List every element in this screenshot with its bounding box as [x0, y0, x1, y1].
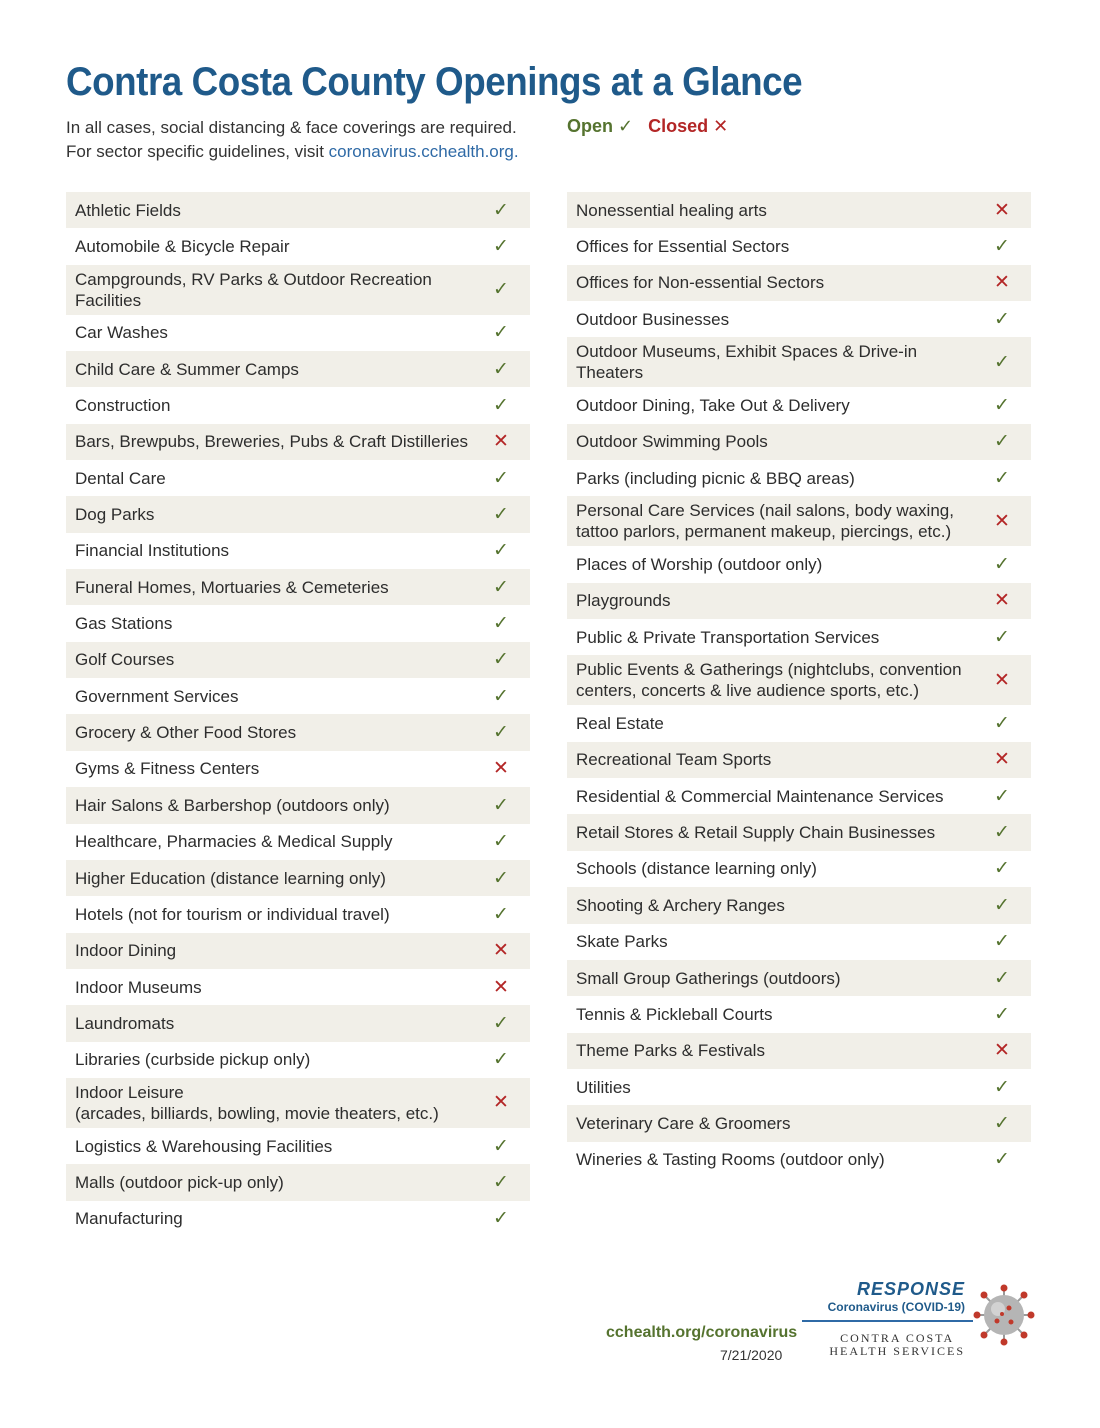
legend-closed: Closed ✕	[648, 116, 729, 136]
open-check-icon: ✓	[994, 1076, 1010, 1098]
sector-label: Retail Stores & Retail Supply Chain Businesses	[576, 823, 936, 843]
sector-row-malls-outdoor-pick-up-only	[66, 1164, 530, 1200]
sector-row-indoor-museums	[66, 969, 530, 1005]
sector-row-financial-institutions	[66, 533, 530, 569]
open-check-icon: ✓	[994, 822, 1010, 844]
guidelines-link[interactable]: coronavirus.cchealth.org.	[328, 142, 519, 161]
sector-label: Golf Courses	[75, 650, 175, 670]
sector-label: Logistics & Warehousing Facilities	[75, 1136, 333, 1156]
open-check-icon: ✓	[493, 1049, 509, 1071]
open-check-icon: ✓	[994, 967, 1010, 989]
footer-date: 7/21/2020	[720, 1347, 783, 1363]
sector-label: Tennis & Pickleball Courts	[576, 1004, 773, 1024]
sector-label: Hotels (not for tourism or individual travel)	[75, 904, 390, 924]
open-check-icon: ✓	[493, 831, 509, 853]
open-check-icon: ✓	[493, 540, 509, 562]
open-check-icon: ✓	[994, 554, 1010, 576]
open-check-icon: ✓	[493, 903, 509, 925]
closed-x-icon: ✕	[994, 199, 1010, 221]
open-check-icon: ✓	[493, 1135, 509, 1157]
open-check-icon: ✓	[493, 722, 509, 744]
sector-row-automobile-and-bicycle-repair	[66, 228, 530, 264]
sector-label: Athletic Fields	[75, 200, 181, 220]
sector-row-grocery-and-other-food-stores	[66, 714, 530, 750]
sector-label: Laundromats	[75, 1013, 175, 1033]
page-title: Contra Costa County Openings at a Glance	[66, 60, 803, 104]
sector-label: Gas Stations	[75, 614, 173, 634]
open-check-icon: ✓	[493, 867, 509, 889]
sector-label: Real Estate	[576, 714, 664, 734]
closed-x-icon: ✕	[493, 940, 509, 962]
open-check-icon: ✓	[994, 1003, 1010, 1025]
sector-row-nonessential-healing-arts	[567, 192, 1031, 228]
sector-label: Government Services	[75, 686, 239, 706]
sector-row-outdoor-businesses	[567, 301, 1031, 337]
sector-label: Automobile & Bicycle Repair	[75, 237, 290, 257]
open-check-icon: ✓	[994, 431, 1010, 453]
sector-label: Dental Care	[75, 468, 166, 488]
sector-label: Financial Institutions	[75, 541, 230, 561]
sector-row-libraries-curbside-pickup-only	[66, 1042, 530, 1078]
sector-label: Car Washes	[75, 323, 168, 343]
closed-x-icon: ✕	[994, 510, 1010, 532]
sector-label: Parks (including picnic & BBQ areas)	[576, 468, 855, 488]
open-check-icon: ✓	[994, 308, 1010, 330]
logo-org-line-2: HEALTH SERVICES	[829, 1344, 965, 1358]
open-check-icon: ✓	[994, 626, 1010, 648]
sector-label: Funeral Homes, Mortuaries & Cemeteries	[75, 577, 389, 597]
closed-x-icon: ✕	[994, 669, 1010, 691]
logo-response-text: RESPONSE	[856, 1279, 965, 1299]
sector-row-utilities	[567, 1069, 1031, 1105]
sector-label: Hair Salons & Barbershop (outdoors only)	[75, 795, 390, 815]
open-check-icon: ✓	[994, 395, 1010, 417]
sector-row-indoor-dining	[66, 933, 530, 969]
closed-x-icon: ✕	[994, 590, 1010, 612]
sector-row-bars-brewpubs-breweries-pubs-and-craft-distilleries	[66, 424, 530, 460]
sector-label: Campgrounds, RV Parks & Outdoor Recreation Facilities	[75, 269, 432, 310]
footer-url-link[interactable]: cchealth.org/coronavirus	[606, 1324, 798, 1341]
sector-row-outdoor-museums-exhibit-spaces-and-drive-in-theaters	[567, 337, 1031, 387]
open-check-icon: ✓	[493, 794, 509, 816]
sector-label: Public & Private Transportation Services	[576, 627, 880, 647]
sector-label: Healthcare, Pharmacies & Medical Supply	[75, 832, 393, 852]
sector-row-athletic-fields	[66, 192, 530, 228]
sector-row-small-group-gatherings-outdoors	[567, 960, 1031, 996]
sector-row-tennis-and-pickleball-courts	[567, 996, 1031, 1032]
sector-row-offices-for-non-essential-sectors	[567, 265, 1031, 301]
sector-label: Malls (outdoor pick-up only)	[75, 1172, 284, 1192]
sector-label: Indoor Leisure (arcades, billiards, bowling, movie theaters, etc.)	[75, 1082, 439, 1123]
open-check-icon: ✓	[493, 504, 509, 526]
open-check-icon: ✓	[994, 236, 1010, 258]
open-check-icon: ✓	[493, 576, 509, 598]
sector-label: Higher Education (distance learning only)	[75, 868, 386, 888]
sector-row-schools-distance-learning-only	[567, 851, 1031, 887]
status-legend	[567, 116, 728, 137]
sector-row-personal-care-services-nail-salons-body-waxing	[567, 496, 1031, 546]
logo-org-line-1: CONTRA COSTA	[840, 1331, 955, 1345]
sector-label: Gyms & Fitness Centers	[75, 759, 260, 779]
sector-row-playgrounds	[567, 583, 1031, 619]
open-check-icon: ✓	[493, 1208, 509, 1230]
sector-row-parks-including-picnic-and-bbq-areas	[567, 460, 1031, 496]
right-sector-list	[567, 192, 1031, 1178]
open-check-icon: ✓	[994, 894, 1010, 916]
sector-row-child-care-and-summer-camps	[66, 351, 530, 387]
sector-label: Veterinary Care & Groomers	[576, 1113, 791, 1133]
sector-row-public-events-and-gatherings-nightclubs-convention	[567, 655, 1031, 705]
coronavirus-icon	[973, 1284, 1035, 1346]
sector-label: Theme Parks & Festivals	[576, 1041, 765, 1061]
open-check-icon: ✓	[493, 649, 509, 671]
sector-label: Libraries (curbside pickup only)	[75, 1050, 311, 1070]
sector-label: Schools (distance learning only)	[576, 859, 817, 879]
sector-row-real-estate	[567, 705, 1031, 741]
closed-x-icon: ✕	[493, 976, 509, 998]
sector-label: Skate Parks	[576, 932, 668, 952]
sector-row-dental-care	[66, 460, 530, 496]
sector-label: Wineries & Tasting Rooms (outdoor only)	[576, 1150, 885, 1170]
intro-line-2-prefix: For sector specific guidelines, visit	[66, 142, 324, 161]
sector-label: Outdoor Businesses	[576, 309, 730, 329]
sector-label: Outdoor Dining, Take Out & Delivery	[576, 396, 850, 416]
left-sector-list	[66, 192, 530, 1237]
sector-row-shooting-and-archery-ranges	[567, 887, 1031, 923]
sector-label: Grocery & Other Food Stores	[75, 723, 297, 743]
sector-label: Shooting & Archery Ranges	[576, 895, 785, 915]
sector-row-car-washes	[66, 315, 530, 351]
sector-row-indoor-leisure	[66, 1078, 530, 1128]
sector-row-gyms-and-fitness-centers	[66, 751, 530, 787]
sector-row-veterinary-care-and-groomers	[567, 1105, 1031, 1141]
open-check-icon: ✓	[493, 467, 509, 489]
sector-row-retail-stores-and-retail-supply-chain-businesses	[567, 814, 1031, 850]
open-check-icon: ✓	[493, 395, 509, 417]
closed-x-icon: ✕	[493, 1092, 509, 1114]
sector-row-theme-parks-and-festivals	[567, 1033, 1031, 1069]
open-check-icon: ✓	[493, 613, 509, 635]
sector-label: Offices for Essential Sectors	[576, 237, 790, 257]
closed-x-icon: ✕	[493, 758, 509, 780]
sector-label: Outdoor Swimming Pools	[576, 432, 768, 452]
sector-row-golf-courses	[66, 642, 530, 678]
closed-x-icon: ✕	[994, 1040, 1010, 1062]
open-check-icon: ✓	[994, 467, 1010, 489]
intro-line-1: In all cases, social distancing & face coverings are required.	[66, 118, 517, 137]
intro-line-2	[66, 140, 519, 164]
sector-row-recreational-team-sports	[567, 742, 1031, 778]
closed-x-icon: ✕	[493, 431, 509, 453]
closed-x-icon: ✕	[994, 272, 1010, 294]
sector-row-public-and-private-transportation-services	[567, 619, 1031, 655]
open-check-icon: ✓	[493, 279, 509, 301]
sector-row-gas-stations	[66, 605, 530, 641]
sector-label: Construction	[75, 396, 171, 416]
sector-label: Personal Care Services (nail salons, body waxing, tattoo parlors, permanent makeup, piercings, etc.)	[576, 501, 954, 542]
legend-open: Open ✓	[567, 116, 634, 136]
sector-row-hair-salons-and-barbershop-outdoors-only	[66, 787, 530, 823]
open-check-icon: ✓	[994, 351, 1010, 373]
sector-row-wineries-and-tasting-rooms-outdoor-only	[567, 1142, 1031, 1178]
sector-row-manufacturing	[66, 1201, 530, 1237]
open-check-icon: ✓	[994, 785, 1010, 807]
sector-row-outdoor-dining-take-out-and-delivery	[567, 387, 1031, 423]
sector-label: Utilities	[576, 1077, 631, 1097]
sector-label: Offices for Non-essential Sectors	[576, 273, 825, 293]
sector-row-skate-parks	[567, 924, 1031, 960]
sector-row-logistics-and-warehousing-facilities	[66, 1128, 530, 1164]
sector-row-campgrounds-rv-parks-and-outdoor-recreation-facilities	[66, 265, 530, 315]
open-check-icon: ✓	[994, 931, 1010, 953]
open-check-icon: ✓	[493, 199, 509, 221]
sector-row-laundromats	[66, 1005, 530, 1041]
open-check-icon: ✓	[493, 358, 509, 380]
sector-row-construction	[66, 387, 530, 423]
open-check-icon: ✓	[493, 1171, 509, 1193]
open-check-icon: ✓	[493, 1012, 509, 1034]
logo-covid-text: Coronavirus (COVID-19)	[827, 1300, 965, 1314]
sector-label: Residential & Commercial Maintenance Services	[576, 786, 944, 806]
sector-label: Manufacturing	[75, 1209, 183, 1229]
open-check-icon: ✓	[994, 1149, 1010, 1171]
sector-row-healthcare-pharmacies-and-medical-supply	[66, 824, 530, 860]
sector-label: Indoor Dining	[75, 941, 177, 961]
sector-label: Public Events & Gatherings (nightclubs, convention centers, concerts & live audience sports, etc.)	[576, 660, 962, 701]
logo-divider	[802, 1320, 973, 1322]
cchs-response-logo	[800, 1276, 1035, 1366]
sector-label: Small Group Gatherings (outdoors)	[576, 968, 841, 988]
open-check-icon: ✓	[994, 858, 1010, 880]
sector-label: Child Care & Summer Camps	[75, 359, 299, 379]
sector-row-dog-parks	[66, 496, 530, 532]
open-check-icon: ✓	[493, 322, 509, 344]
sector-label: Bars, Brewpubs, Breweries, Pubs & Craft Distilleries	[75, 432, 469, 452]
sector-row-offices-for-essential-sectors	[567, 228, 1031, 264]
sector-label: Outdoor Museums, Exhibit Spaces & Drive-in Theaters	[576, 342, 918, 383]
open-check-icon: ✓	[994, 713, 1010, 735]
logo-org-name	[829, 1332, 965, 1358]
sector-row-outdoor-swimming-pools	[567, 424, 1031, 460]
closed-x-icon: ✕	[994, 749, 1010, 771]
sector-row-government-services	[66, 678, 530, 714]
sector-row-places-of-worship-outdoor-only	[567, 546, 1031, 582]
sector-row-residential-and-commercial-maintenance-services	[567, 778, 1031, 814]
sector-row-hotels-not-for-tourism-or-individual-travel	[66, 896, 530, 932]
sector-label: Nonessential healing arts	[576, 200, 767, 220]
sector-label: Dog Parks	[75, 505, 155, 525]
sector-label: Recreational Team Sports	[576, 750, 772, 770]
sector-label: Playgrounds	[576, 591, 671, 611]
intro-text	[66, 116, 519, 164]
open-check-icon: ✓	[493, 685, 509, 707]
sector-row-funeral-homes-mortuaries-and-cemeteries	[66, 569, 530, 605]
sector-label: Places of Worship (outdoor only)	[576, 555, 823, 575]
sector-label: Indoor Museums	[75, 977, 202, 997]
open-check-icon: ✓	[994, 1112, 1010, 1134]
sector-row-higher-education-distance-learning-only	[66, 860, 530, 896]
open-check-icon: ✓	[493, 236, 509, 258]
